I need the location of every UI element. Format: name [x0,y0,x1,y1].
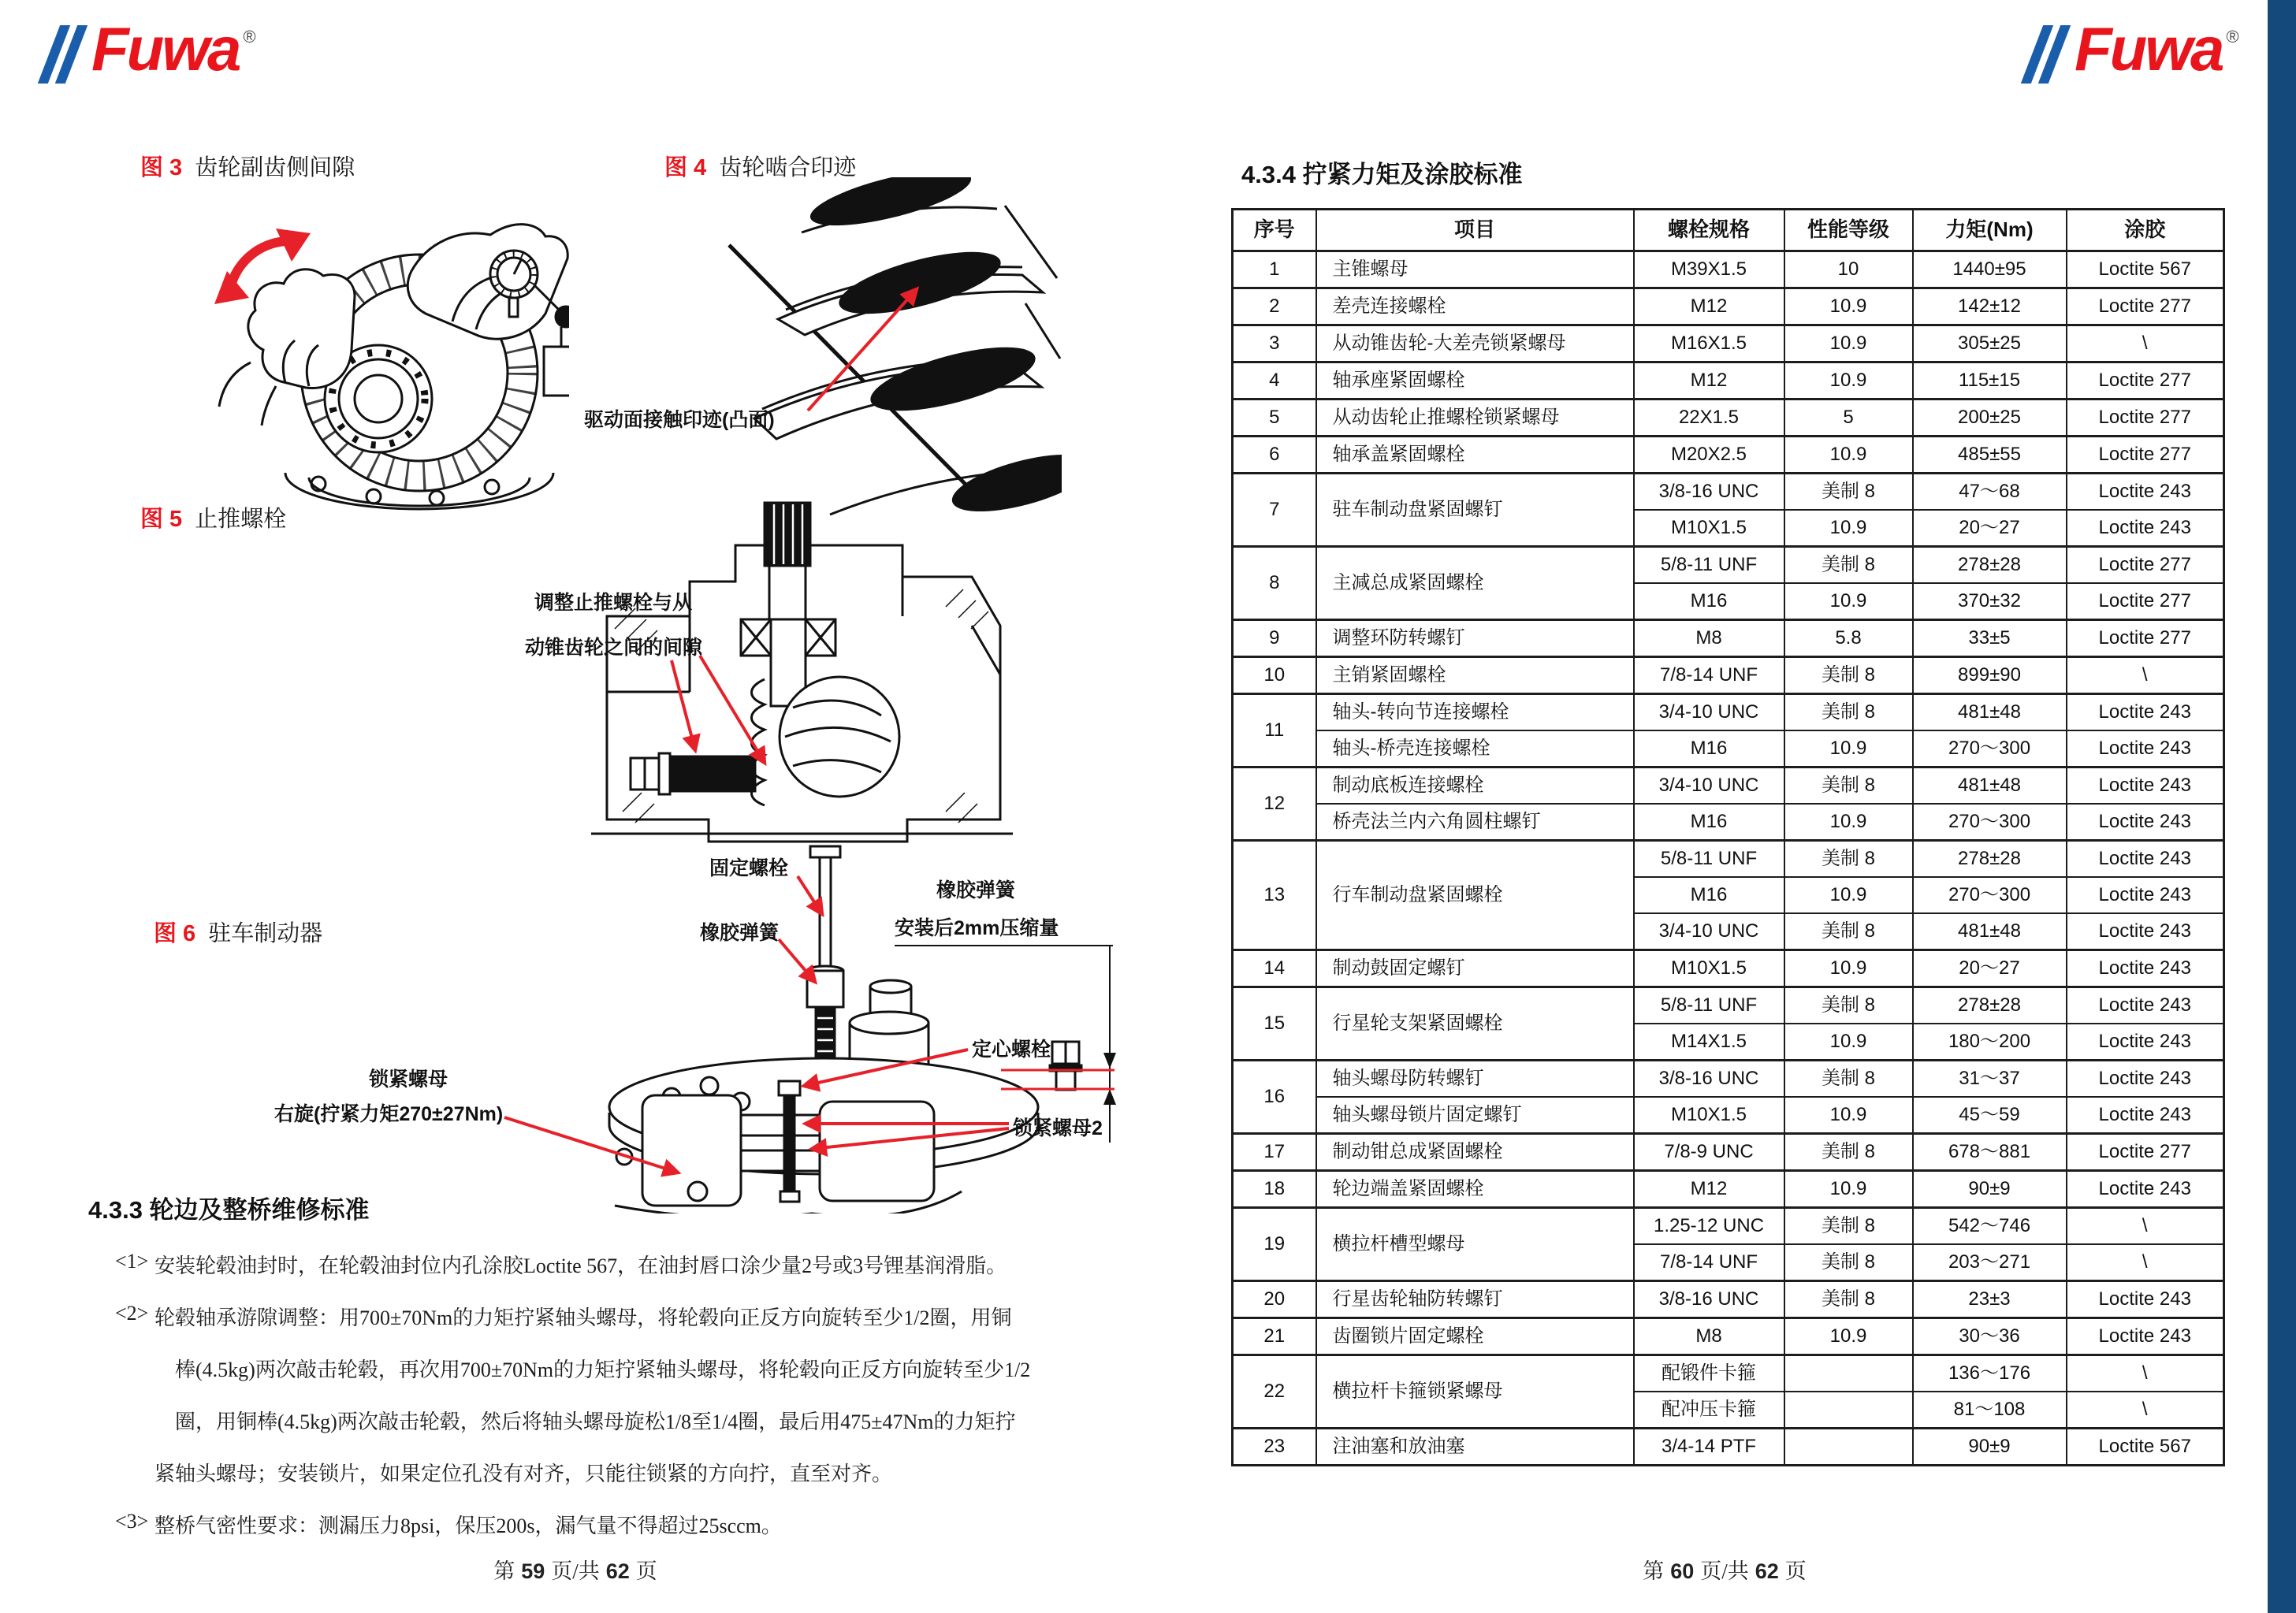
fuwa-logo [49,14,256,93]
cell-spec: 3/4-14 PTF [1634,1429,1784,1466]
section-heading-434: 4.3.4 拧紧力矩及涂胶标准 [1241,161,1523,188]
cell-glue: Loctite 277 [2067,288,2224,325]
cell-torque: 678～881 [1913,1134,2067,1171]
cell-item: 制动钳总成紧固螺栓 [1316,1134,1634,1171]
cell-no: 5 [1233,400,1316,437]
right-page-footer [1559,1554,1890,1585]
cell-grade: 10.9 [1784,437,1913,474]
left-page-footer [410,1554,741,1585]
para2-marker: <2> [115,1302,149,1325]
cell-torque: 370±32 [1913,583,2067,620]
cell-grade: 美制 8 [1784,1208,1913,1245]
cell-item: 行星轮支架紧固螺栓 [1316,987,1634,1061]
torque-table-header [1233,210,2224,251]
cell-torque: 47～68 [1913,474,2067,511]
cell-glue: Loctite 277 [2067,362,2224,400]
table-row [1233,620,2224,657]
cell-glue: Loctite 243 [2067,474,2224,511]
cell-torque: 90±9 [1913,1171,2067,1208]
logo-wordmark: Fuwa [2075,14,2223,84]
cell-spec: M16X1.5 [1634,325,1784,362]
cell-grade: 10.9 [1784,583,1913,620]
logo-stripes-icon [2032,25,2067,84]
cell-item: 轴承座紧固螺栓 [1316,362,1634,400]
cell-item: 调整环防转螺钉 [1316,620,1634,657]
cell-torque: 20～27 [1913,510,2067,547]
cell-glue: Loctite 277 [2067,620,2224,657]
para1-marker: <1> [115,1250,149,1273]
footer-suffix: 页 [1784,1559,1807,1583]
cell-grade: 美制 8 [1784,1244,1913,1281]
cell-no: 22 [1233,1355,1316,1429]
para2-line1: 轮毂轴承游隙调整：用700±70Nm的力矩拧紧轴头螺母，将轮毂向正反方向旋转至少1/2圈，用铜 [154,1306,1012,1329]
cell-item: 差壳连接螺栓 [1316,288,1634,325]
cell-glue: Loctite 243 [2067,804,2224,841]
cell-spec: 22X1.5 [1634,400,1784,437]
cell-glue: Loctite 243 [2067,1281,2224,1318]
table-row [1233,1171,2224,1208]
logo-stripes-icon [49,25,84,84]
cell-grade: 10.9 [1784,950,1913,987]
figure4-drawing [579,177,1062,516]
cell-item: 轴头-转向节连接螺栓 [1316,694,1634,731]
footer-prefix: 第 [1643,1559,1665,1583]
table-row [1233,474,2224,511]
cell-no: 7 [1233,474,1316,547]
cell-spec: M10X1.5 [1634,510,1784,547]
cell-grade: 10.9 [1784,877,1913,913]
fuwa-logo-right [2032,14,2239,93]
cell-item: 制动鼓固定螺钉 [1316,950,1634,987]
cell-spec: M39X1.5 [1634,251,1784,288]
cell-torque: 481±48 [1913,767,2067,805]
cell-torque: 1440±95 [1913,251,2067,288]
cell-glue: \ [2067,1392,2224,1429]
torque-table [1231,208,2225,1466]
cell-item: 注油塞和放油塞 [1316,1429,1634,1466]
cell-no: 14 [1233,950,1316,987]
cell-no: 11 [1233,694,1316,767]
cell-spec: M16 [1634,804,1784,841]
cell-item: 轴承盖紧固螺栓 [1316,437,1634,474]
table-row [1233,288,2224,325]
cell-spec: 7/8-9 UNC [1634,1134,1784,1171]
figure3-title: 齿轮副齿侧间隙 [195,155,355,180]
footer-prefix: 第 [493,1559,515,1583]
table-row [1233,547,2224,584]
cell-torque: 30～36 [1913,1318,2067,1355]
table-row [1233,1318,2224,1355]
cell-spec: M8 [1634,620,1784,657]
cell-spec: M16 [1634,877,1784,913]
cell-spec: 3/4-10 UNC [1634,694,1784,731]
table-row [1233,694,2224,731]
para2-line3: 圈，用铜棒(4.5kg)两次敲击轮毂，然后将轴头螺母旋松1/8至1/4圈，最后用475±47Nm的力矩拧 [175,1410,1016,1433]
cell-torque: 136～176 [1913,1355,2067,1392]
table-row [1233,987,2224,1024]
footer-page-number: 59 [521,1559,545,1583]
cell-no: 12 [1233,767,1316,841]
cell-grade: 10.9 [1784,325,1913,362]
column-header-0: 序号 [1233,210,1316,251]
cell-torque: 305±25 [1913,325,2067,362]
cell-grade: 美制 8 [1784,1061,1913,1098]
cell-item: 齿圈锁片固定螺栓 [1316,1318,1634,1355]
cell-spec: 3/8-16 UNC [1634,474,1784,511]
cell-spec: M10X1.5 [1634,1097,1784,1134]
figure6-note-compression: 安装后2mm压缩量 [895,917,1059,939]
cell-spec: 配锻件卡箍 [1634,1355,1784,1392]
figure6-note-lock-nut2: 锁紧螺母2 [1013,1117,1103,1139]
column-header-4: 力矩(Nm) [1913,210,2067,251]
cell-no: 4 [1233,362,1316,400]
cell-glue: \ [2067,325,2224,362]
cell-grade: 10.9 [1784,1318,1913,1355]
cell-no: 10 [1233,657,1316,694]
cell-glue: Loctite 243 [2067,1024,2224,1061]
table-row [1233,325,2224,362]
cell-item: 桥壳法兰内六角圆柱螺钉 [1316,804,1634,841]
figure3-caption [140,150,355,182]
table-row [1233,1134,2224,1171]
figure6-note-lock-nut-torque: 右旋(拧紧力矩270±27Nm) [274,1103,504,1125]
figure5-number: 图 5 [140,507,183,532]
cell-glue: Loctite 243 [2067,950,2224,987]
cell-glue: Loctite 243 [2067,1171,2224,1208]
cell-spec: M14X1.5 [1634,1024,1784,1061]
table-row [1233,1355,2224,1392]
cell-glue: Loctite 277 [2067,547,2224,584]
cell-spec: 配冲压卡箍 [1634,1392,1784,1429]
cell-item: 轴头-桥壳连接螺栓 [1316,730,1634,767]
column-header-5: 涂胶 [2067,210,2224,251]
figure6-note-centering-bolt: 定心螺栓 [972,1039,1051,1061]
torque-table-body [1233,251,2224,1466]
cell-no: 1 [1233,251,1316,288]
figure5-note-line2: 动锥齿轮之间的间隙 [525,637,703,659]
table-row [1233,950,2224,987]
cell-glue: Loctite 243 [2067,841,2224,878]
cell-no: 2 [1233,288,1316,325]
figure3-number: 图 3 [140,155,183,180]
cell-no: 17 [1233,1134,1316,1171]
cell-torque: 542～746 [1913,1208,2067,1245]
cell-torque: 485±55 [1913,437,2067,474]
figure4-title: 齿轮啮合印迹 [719,155,857,180]
cell-glue: Loctite 243 [2067,1061,2224,1098]
para1-text: 安装轮毂油封时，在轮毂油封位内孔涂胶Loctite 567，在油封唇口涂少量2号或3号锂基润滑脂。 [154,1254,1007,1277]
table-row [1233,1281,2224,1318]
cell-item: 横拉杆卡箍锁紧螺母 [1316,1355,1634,1429]
cell-item: 轮边端盖紧固螺栓 [1316,1171,1634,1208]
footer-suffix: 页 [635,1559,657,1583]
cell-no: 8 [1233,547,1316,620]
cell-glue: Loctite 243 [2067,1097,2224,1134]
table-row [1233,362,2224,400]
cell-grade: 10 [1784,251,1913,288]
cell-glue: Loctite 567 [2067,251,2224,288]
cell-spec: 5/8-11 UNF [1634,987,1784,1024]
cell-no: 9 [1233,620,1316,657]
cell-item: 行车制动盘紧固螺栓 [1316,841,1634,950]
cell-spec: M12 [1634,288,1784,325]
figure6-note-lock-nut: 锁紧螺母 [369,1069,448,1091]
cell-torque: 115±15 [1913,362,2067,400]
figure6-note-rubber-spring: 橡胶弹簧 [700,922,780,944]
cell-grade: 5 [1784,400,1913,437]
figure5-caption [140,501,286,533]
cell-torque: 180～200 [1913,1024,2067,1061]
cell-grade: 美制 8 [1784,657,1913,694]
para3-marker: <3> [115,1510,149,1533]
cell-spec: 3/8-16 UNC [1634,1061,1784,1098]
cell-spec: 1.25-12 UNC [1634,1208,1784,1245]
cell-grade: 美制 8 [1784,767,1913,805]
table-row [1233,730,2224,767]
cell-glue: Loctite 243 [2067,1318,2224,1355]
cell-item: 轴头螺母防转螺钉 [1316,1061,1634,1098]
column-header-1: 项目 [1316,210,1634,251]
cell-grade: 10.9 [1784,362,1913,400]
footer-page-number: 60 [1670,1559,1695,1583]
cell-spec: M12 [1634,1171,1784,1208]
cell-grade: 10.9 [1784,730,1913,767]
figure5-title: 止推螺栓 [195,507,287,532]
cell-torque: 203～271 [1913,1244,2067,1281]
cell-spec: M16 [1634,583,1784,620]
cell-no: 19 [1233,1208,1316,1281]
cell-item: 驻车制动盘紧固螺钉 [1316,474,1634,547]
cell-glue: Loctite 277 [2067,400,2224,437]
cell-item: 从动锥齿轮-大差壳锁紧螺母 [1316,325,1634,362]
cell-glue: Loctite 277 [2067,1134,2224,1171]
cell-grade: 美制 8 [1784,1281,1913,1318]
cell-grade: 10.9 [1784,1024,1913,1061]
figure4-note: 驱动面接触印迹(凸面) [584,409,775,431]
cell-grade [1784,1429,1913,1466]
cell-glue: \ [2067,1355,2224,1392]
registered-mark: ® [2226,27,2239,46]
table-row [1233,1061,2224,1098]
cell-torque: 278±28 [1913,987,2067,1024]
right-edge-band [2268,0,2296,1613]
column-header-2: 螺栓规格 [1634,210,1784,251]
cell-glue: Loctite 243 [2067,987,2224,1024]
cell-grade: 美制 8 [1784,694,1913,731]
cell-torque: 20～27 [1913,950,2067,987]
cell-grade: 10.9 [1784,804,1913,841]
cell-glue: Loctite 243 [2067,877,2224,913]
table-row [1233,1208,2224,1245]
cell-item: 主减总成紧固螺栓 [1316,547,1634,620]
cell-torque: 899±90 [1913,657,2067,694]
cell-torque: 90±9 [1913,1429,2067,1466]
cell-grade: 5.8 [1784,620,1913,657]
cell-spec: M12 [1634,362,1784,400]
cell-torque: 142±12 [1913,288,2067,325]
cell-no: 21 [1233,1318,1316,1355]
cell-glue: \ [2067,1208,2224,1245]
cell-no: 13 [1233,841,1316,950]
footer-mid: 页/共 [551,1559,600,1583]
figure6-note-fixing-bolt: 固定螺栓 [709,857,789,879]
cell-item: 制动底板连接螺栓 [1316,767,1634,805]
cell-torque: 23±3 [1913,1281,2067,1318]
figure4-number: 图 4 [664,155,707,180]
cell-torque: 278±28 [1913,547,2067,584]
cell-grade: 美制 8 [1784,841,1913,878]
cell-torque: 81～108 [1913,1392,2067,1429]
figure6-note-rubber-spring2: 橡胶弹簧 [936,879,1016,901]
cell-spec: 5/8-11 UNF [1634,547,1784,584]
cell-spec: M8 [1634,1318,1784,1355]
table-row [1233,841,2224,878]
para2-line4: 紧轴头螺母；安装锁片，如果定位孔没有对齐，只能往锁紧的方向拧，直至对齐。 [154,1462,893,1485]
footer-mid: 页/共 [1700,1559,1749,1583]
logo-wordmark: Fuwa [91,14,240,84]
table-row [1233,767,2224,805]
cell-torque: 278±28 [1913,841,2067,878]
table-row [1233,657,2224,694]
table-row [1233,1429,2224,1466]
cell-grade: 美制 8 [1784,987,1913,1024]
figure6-number: 图 6 [154,921,196,946]
cell-no: 3 [1233,325,1316,362]
cell-no: 15 [1233,987,1316,1061]
cell-no: 20 [1233,1281,1316,1318]
cell-glue: Loctite 243 [2067,767,2224,805]
cell-torque: 200±25 [1913,400,2067,437]
cell-no: 16 [1233,1061,1316,1134]
cell-glue: Loctite 243 [2067,730,2224,767]
table-row [1233,1097,2224,1134]
cell-spec: 7/8-14 UNF [1634,657,1784,694]
cell-torque: 481±48 [1913,694,2067,731]
cell-glue: Loctite 277 [2067,437,2224,474]
cell-item: 主销紧固螺栓 [1316,657,1634,694]
cell-torque: 33±5 [1913,620,2067,657]
cell-spec: 3/8-16 UNC [1634,1281,1784,1318]
cell-grade: 美制 8 [1784,913,1913,950]
figure6-title: 驻车制动器 [208,921,323,946]
cell-spec: 5/8-11 UNF [1634,841,1784,878]
cell-item: 轴头螺母锁片固定螺钉 [1316,1097,1634,1134]
cell-grade: 10.9 [1784,510,1913,547]
cell-no: 18 [1233,1171,1316,1208]
cell-glue: Loctite 277 [2067,583,2224,620]
cell-glue: Loctite 243 [2067,694,2224,731]
table-row [1233,804,2224,841]
cell-glue: \ [2067,657,2224,694]
cell-spec: M20X2.5 [1634,437,1784,474]
cell-grade: 美制 8 [1784,474,1913,511]
footer-total-pages: 62 [1755,1559,1779,1583]
cell-spec: M10X1.5 [1634,950,1784,987]
cell-torque: 270～300 [1913,804,2067,841]
cell-item: 横拉杆槽型螺母 [1316,1208,1634,1281]
table-row [1233,400,2224,437]
cell-item: 主锥螺母 [1316,251,1634,288]
section-heading-433: 4.3.3 轮边及整桥维修标准 [88,1196,370,1224]
cell-spec: 3/4-10 UNC [1634,767,1784,805]
cell-grade [1784,1392,1913,1429]
cell-glue: Loctite 243 [2067,510,2224,547]
cell-torque: 481±48 [1913,913,2067,950]
cell-item: 从动齿轮止推螺栓锁紧螺母 [1316,400,1634,437]
cell-grade: 10.9 [1784,1171,1913,1208]
cell-glue: Loctite 243 [2067,913,2224,950]
cell-glue: Loctite 567 [2067,1429,2224,1466]
figure6-drawing [268,835,1143,1213]
table-row [1233,437,2224,474]
footer-total-pages: 62 [605,1559,630,1583]
cell-spec: M16 [1634,730,1784,767]
para3-text: 整桥气密性要求：测漏压力8psi，保压200s，漏气量不得超过25sccm。 [154,1515,782,1537]
figure5-note-line1: 调整止推螺栓与从 [534,592,693,614]
cell-item: 行星齿轮轴防转螺钉 [1316,1281,1634,1318]
cell-torque: 45～59 [1913,1097,2067,1134]
cell-grade [1784,1355,1913,1392]
cell-grade: 美制 8 [1784,1134,1913,1171]
cell-torque: 270～300 [1913,730,2067,767]
cell-grade: 10.9 [1784,1097,1913,1134]
cell-spec: 3/4-10 UNC [1634,913,1784,950]
cell-grade: 10.9 [1784,288,1913,325]
cell-grade: 美制 8 [1784,547,1913,584]
cell-glue: \ [2067,1244,2224,1281]
table-row [1233,251,2224,288]
cell-torque: 270～300 [1913,877,2067,913]
cell-torque: 31～37 [1913,1061,2067,1098]
column-header-3: 性能等级 [1784,210,1913,251]
cell-no: 6 [1233,437,1316,474]
cell-no: 23 [1233,1429,1316,1466]
cell-spec: 7/8-14 UNF [1634,1244,1784,1281]
para2-line2: 棒(4.5kg)两次敲击轮毂，再次用700±70Nm的力矩拧紧轴头螺母，将轮毂向正反方向旋转至少1/2 [175,1358,1031,1381]
registered-mark: ® [243,27,256,46]
figure5-drawing [504,496,1080,879]
figure3-drawing [175,195,569,511]
